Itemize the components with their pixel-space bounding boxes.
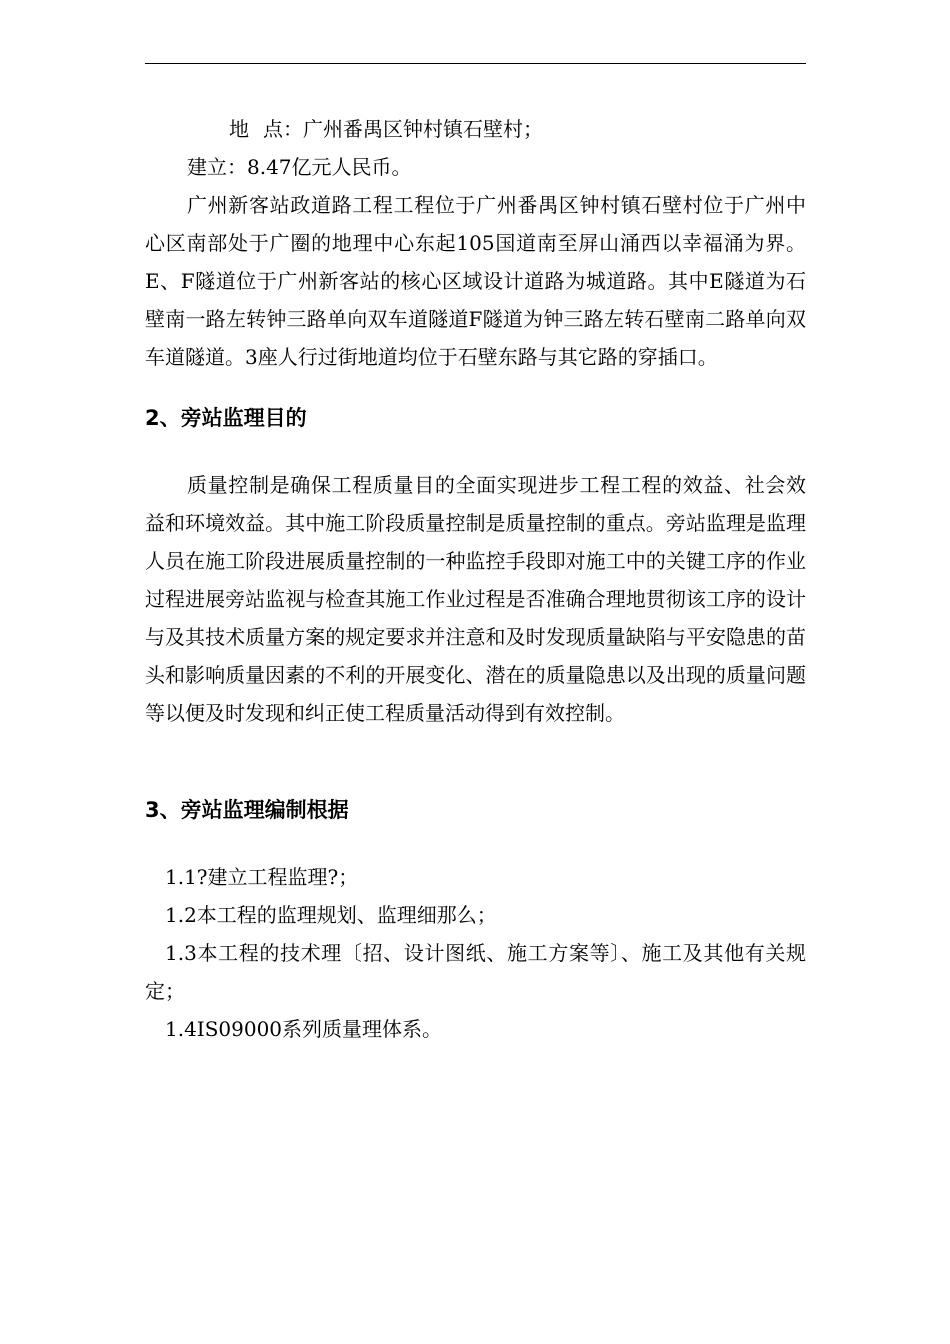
section-3-heading: 3、旁站监理编制根据 — [145, 798, 349, 822]
basis-item-2: 1.2本工程的监理规划、监理细那么； — [165, 903, 497, 927]
document-body — [145, 110, 806, 1048]
header-rule — [145, 63, 806, 64]
basis-item-3: 1.3本工程的技术理〔招、设计图纸、施工方案等〕、施工及其他有关规定； — [145, 941, 806, 1003]
location-label: 地 — [229, 117, 249, 141]
location-value: 广州番禺区钟村镇石壁村； — [303, 117, 543, 141]
basis-item-4: 1.4IS09000系列质量理体系。 — [165, 1017, 443, 1041]
location-label-suffix: 点： — [263, 117, 303, 141]
basis-item-1: 1.1?建立工程监理?； — [165, 865, 359, 889]
overview-paragraph: 广州新客站政道路工程工程位于广州番禺区钟村镇石壁村位于广州中心区南部处于广圈的地理中心东起105国道南至屏山涌西以幸福涌为界。E、F隧道位于广州新客站的核心区域设计道路为城道路。其中E隧道为石壁南一路左转钟三路单向双车道隧道F隧道为钟三路左转石壁南二路单向双车道隧道。3座人行过街地道均位于石壁东路与其它路的穿插口。 — [145, 193, 806, 369]
investment-line: 建立：8.47亿元人民币。 — [187, 155, 412, 179]
section-2-paragraph: 质量控制是确保工程质量目的全面实现进步工程工程的效益、社会效益和环境效益。其中施工阶段质量控制是质量控制的重点。旁站监理是监理人员在施工阶段进展质量控制的一种监控手段即对施工中的关键工序的作业过程进展旁站监视与检查其施工作业过程是否准确合理地贯彻该工序的设计与及其技术质量方案的规定要求并注意和及时发现质量缺陷与平安隐患的苗头和影响质量因素的不利的开展变化、潜在的质量隐患以及出现的质量问题等以便及时发现和纠正使工程质量活动得到有效控制。 — [145, 473, 806, 725]
location-line — [145, 110, 806, 148]
section-2-heading: 2、旁站监理目的 — [145, 406, 307, 430]
